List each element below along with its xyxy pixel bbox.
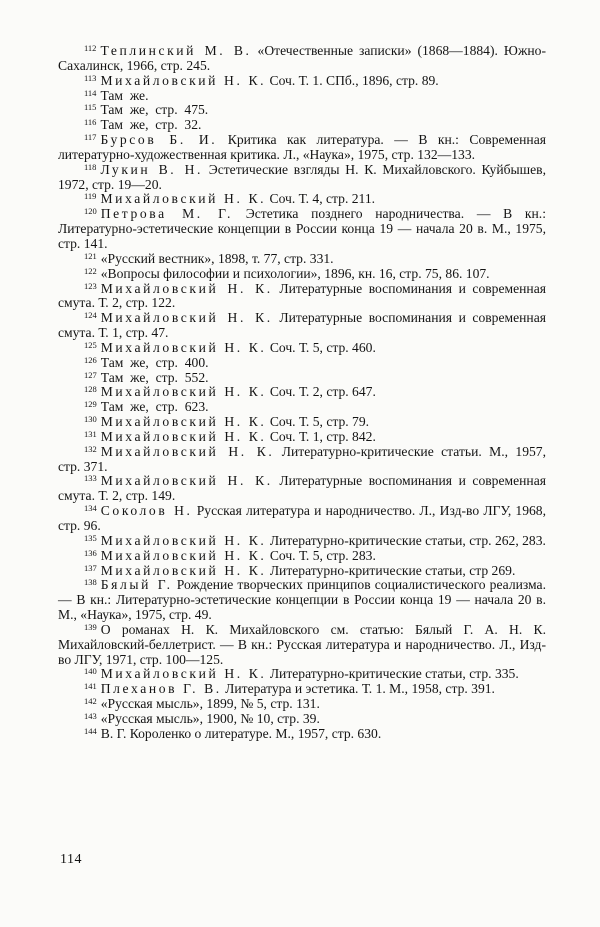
footnote-number: 144 xyxy=(84,725,97,736)
footnote-number: 140 xyxy=(84,666,97,677)
footnote-author: Михайловский Н. К. xyxy=(100,443,275,459)
footnote-text: Соч. Т. 4, стр. 211. xyxy=(266,191,376,207)
footnote-130 xyxy=(58,415,546,430)
footnote-number: 128 xyxy=(84,384,97,395)
footnote-text: Там же, стр. 623. xyxy=(100,399,209,415)
footnote-number: 132 xyxy=(84,443,97,454)
footnote-author: Михайловский Н. К. xyxy=(100,428,267,444)
footnote-author: Петрова М. Г. xyxy=(100,206,234,222)
footnote-number: 118 xyxy=(84,161,97,172)
footnote-author: Бурсов Б. И. xyxy=(100,132,218,148)
footnote-120 xyxy=(58,207,546,252)
footnote-126 xyxy=(58,356,546,371)
footnote-141 xyxy=(58,682,546,697)
footnote-number: 143 xyxy=(84,710,97,721)
footnote-text: «Русская мысль», 1900, № 10, стр. 39. xyxy=(100,710,320,726)
footnote-number: 123 xyxy=(84,280,97,291)
footnote-text: Литературно-критические статьи. М., 1957, стр. 371. xyxy=(58,443,546,474)
footnote-author: Михайловский Н. К. xyxy=(100,72,267,88)
footnote-author: Плеханов Г. В. xyxy=(100,681,222,697)
footnote-122 xyxy=(58,267,546,282)
footnote-text: Там же. xyxy=(100,87,149,103)
footnote-number: 119 xyxy=(84,191,97,202)
footnote-number: 139 xyxy=(84,621,97,632)
footnote-author: Михайловский Н. К. xyxy=(100,473,273,489)
footnote-text: Литературные воспоминания и современная смута. Т. 2, стр. 149. xyxy=(58,473,546,504)
footnote-number: 129 xyxy=(84,399,97,410)
footnote-117 xyxy=(58,133,546,163)
footnote-text: Соч. Т. 2, стр. 647. xyxy=(266,384,376,400)
footnote-author: Михайловский Н. К. xyxy=(100,384,267,400)
footnote-123 xyxy=(58,282,546,312)
footnote-author: Михайловский Н. К. xyxy=(100,547,267,563)
footnote-121 xyxy=(58,252,546,267)
footnote-124 xyxy=(58,311,546,341)
footnote-text: Литературные воспоминания и современная смута. Т. 2, стр. 122. xyxy=(58,280,546,311)
footnote-author: Михайловский Н. К. xyxy=(100,280,273,296)
footnote-text: Соч. Т. 1, стр. 842. xyxy=(266,428,376,444)
footnote-142 xyxy=(58,697,546,712)
footnote-140 xyxy=(58,667,546,682)
footnote-author: Лукин В. Н. xyxy=(100,161,203,177)
footnote-number: 126 xyxy=(84,354,97,365)
footnote-number: 142 xyxy=(84,696,97,707)
footnote-text: Там же, стр. 32. xyxy=(100,117,202,133)
footnote-text: «Русский вестник», 1898, т. 77, стр. 331. xyxy=(100,250,334,266)
footnote-text: Соч. Т. 5, стр. 283. xyxy=(266,547,376,563)
footnote-135 xyxy=(58,534,546,549)
footnote-text: Там же, стр. 475. xyxy=(100,102,209,118)
footnote-number: 135 xyxy=(84,532,97,543)
footnote-number: 117 xyxy=(84,132,97,143)
footnote-number: 127 xyxy=(84,369,97,380)
footnote-139 xyxy=(58,623,546,668)
footnote-text: Там же, стр. 400. xyxy=(100,354,209,370)
footnote-113 xyxy=(58,74,546,89)
footnote-127 xyxy=(58,371,546,386)
footnote-author: Михайловский Н. К. xyxy=(100,339,267,355)
footnote-text: Эстетические взгляды Н. К. Михайловского. Куйбышев, 1972, стр. 19—20. xyxy=(58,161,546,192)
footnote-number: 141 xyxy=(84,681,97,692)
footnote-text: Литературно-критические статьи, стр. 335. xyxy=(266,666,519,682)
footnotes xyxy=(58,44,546,742)
footnote-number: 133 xyxy=(84,473,97,484)
footnote-number: 130 xyxy=(84,414,97,425)
footnote-number: 134 xyxy=(84,503,97,514)
footnote-125 xyxy=(58,341,546,356)
footnote-133 xyxy=(58,474,546,504)
footnote-text: О романах Н. К. Михайловского см. статью: Бялый Г. А. Н. К. Михайловский-беллетрист. — В кн.: Русская литература и народничество. Л., Изд-во ЛГУ, 1971, стр. 100—125. xyxy=(58,621,546,667)
footnote-136 xyxy=(58,549,546,564)
footnote-112 xyxy=(58,44,546,74)
footnote-number: 115 xyxy=(84,102,97,113)
footnote-number: 124 xyxy=(84,310,97,321)
footnote-137 xyxy=(58,564,546,579)
footnote-text: Литературные воспоминания и современная смута. Т. 1, стр. 47. xyxy=(58,310,546,341)
footnote-author: Соколов Н. xyxy=(100,503,193,519)
footnote-text: В. Г. Короленко о литературе. М., 1957, стр. 630. xyxy=(100,725,382,741)
footnote-number: 137 xyxy=(84,562,97,573)
footnote-text: «Вопросы философии и психологии», 1896, кн. 16, стр. 75, 86. 107. xyxy=(100,265,490,281)
footnote-118 xyxy=(58,163,546,193)
footnote-number: 136 xyxy=(84,547,97,558)
footnote-138 xyxy=(58,578,546,623)
footnote-text: Соч. Т. 1. СПб., 1896, стр. 89. xyxy=(266,72,439,88)
page-number: 114 xyxy=(60,852,82,867)
footnote-number: 120 xyxy=(84,206,97,217)
footnote-text: Литература и эстетика. Т. 1. М., 1958, стр. 391. xyxy=(221,681,495,697)
footnote-text: Литературно-критические статьи, стр 269. xyxy=(266,562,516,578)
footnote-text: Эстетика позднего народничества. — В кн.: Литературно-эстетические концепции в России конца 19 — начала 20 в. М., 1975, стр. 141. xyxy=(58,206,546,251)
footnote-134 xyxy=(58,504,546,534)
footnote-119 xyxy=(58,192,546,207)
footnote-number: 138 xyxy=(84,577,97,588)
footnote-116 xyxy=(58,118,546,133)
footnote-number: 122 xyxy=(84,265,97,276)
footnote-author: Михайловский Н. К. xyxy=(100,666,267,682)
footnote-131 xyxy=(58,430,546,445)
footnote-text: Русская литература и народничество. Л., Изд-во ЛГУ, 1968, стр. 96. xyxy=(58,503,546,533)
footnote-author: Михайловский Н. К. xyxy=(100,532,267,548)
footnote-143 xyxy=(58,712,546,727)
footnote-author: Михайловский Н. К. xyxy=(100,191,267,207)
footnote-number: 114 xyxy=(84,87,97,98)
footnote-author: Бялый Г. xyxy=(100,577,173,593)
footnote-114 xyxy=(58,89,546,104)
footnote-number: 131 xyxy=(84,428,97,439)
footnote-text: Литературно-критические статьи, стр. 262, 283. xyxy=(266,532,546,548)
footnote-129 xyxy=(58,400,546,415)
footnote-text: Рождение творческих принципов социалистического реализма. — В кн.: Литературно-эстетические концепции в России конца 19 — начала 20 в. М., «Наука», 1975, стр. 49. xyxy=(58,577,546,623)
footnote-text: Там же, стр. 552. xyxy=(100,369,209,385)
footnote-text: «Отечественные записки» (1868—1884). Южно-Сахалинск, 1966, стр. 245. xyxy=(58,43,546,73)
footnote-author: Михайловский Н. К. xyxy=(100,562,267,578)
footnote-text: Соч. Т. 5, стр. 79. xyxy=(266,414,370,430)
footnote-text: «Русская мысль», 1899, № 5, стр. 131. xyxy=(100,696,320,712)
footnote-author: Теплинский М. В. xyxy=(100,43,252,58)
footnote-number: 121 xyxy=(84,250,97,261)
footnote-text: Критика как литература. — В кн.: Современная литературно-художественная критика. Л., «Наука», 1975, стр. 132—133. xyxy=(58,132,546,162)
footnote-132 xyxy=(58,445,546,475)
footnote-number: 113 xyxy=(84,72,97,83)
footnote-128 xyxy=(58,385,546,400)
footnote-author: Михайловский Н. К. xyxy=(100,414,267,430)
footnote-number: 116 xyxy=(84,117,97,128)
footnote-number: 125 xyxy=(84,339,97,350)
footnote-author: Михайловский Н. К. xyxy=(100,310,273,326)
footnote-number: 112 xyxy=(84,43,97,53)
footnote-144 xyxy=(58,727,546,742)
footnote-115 xyxy=(58,103,546,118)
footnote-text: Соч. Т. 5, стр. 460. xyxy=(266,339,376,355)
